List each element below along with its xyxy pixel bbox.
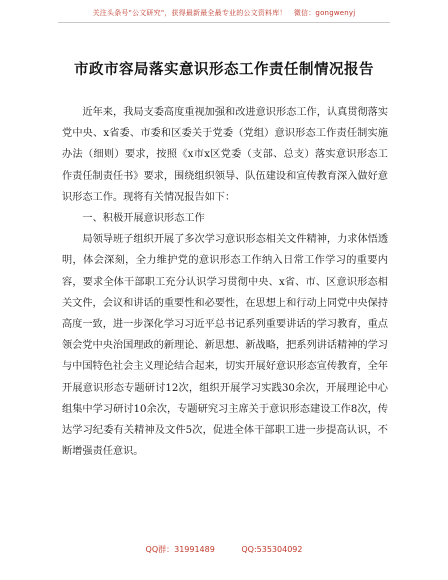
footer-qq-group: QQ群：31991489 [145,545,215,554]
document-title: 市政市容局落实意识形态工作责任制情况报告 [74,62,374,78]
intro-paragraph: 近年来，我局支委高度重视加强和改进意识形态工作，认真贯彻落实党中央、x省委、市委和区委关于党委（党组）意识形态工作责任制实施办法（细则）要求，按照《x市x区党委（支部、总支）落实意识形态工作责任制责任书》要求，围绕组织领导、队伍建设和宣传教育深入做好意识形态工作。现将有关情况报告如下： [62,107,389,203]
header-banner: 关注头条号"公文研究"，获得最新最全最专业的公文资料库！ 微信：gongwenyj [58,8,390,23]
section-heading: 一、积极开展意识形态工作 [82,213,205,225]
footer-qq-contact: QQ:535304092 [241,545,303,554]
document-body [62,102,388,462]
footer [0,544,448,555]
section-paragraph: 局领导班子组织开展了多次学习意识形态相关文件精神，力求体悟透明，体会深刻，全力维护党的意识形态工作纳入日常工作学习的重要内容，要求全体干部职工充分认识学习贯彻中央、x省、市、区意识形态相关文件，会议和讲话的重要性和必要性，在思想上和行动上同党中央保持高度一致，进一步深化学习习近平总书记系列重要讲话的学习教育，重点领会党中央治国理政的新理论、新思想、新战略，把系列讲话精神的学习与中国特色社会主义理论结合起来，切实开展好意识形态宣传教育，全年开展意识形态专题研讨12次，组织开展学习实践30余次，开展理论中心组集中学习研讨10余次，专题研究习主席关于意识形态建设工作8次，传达学习纪委有关精神及文件5次，促进全体干部职工进一步提高认识，不断增强责任意识。 [62,234,389,458]
